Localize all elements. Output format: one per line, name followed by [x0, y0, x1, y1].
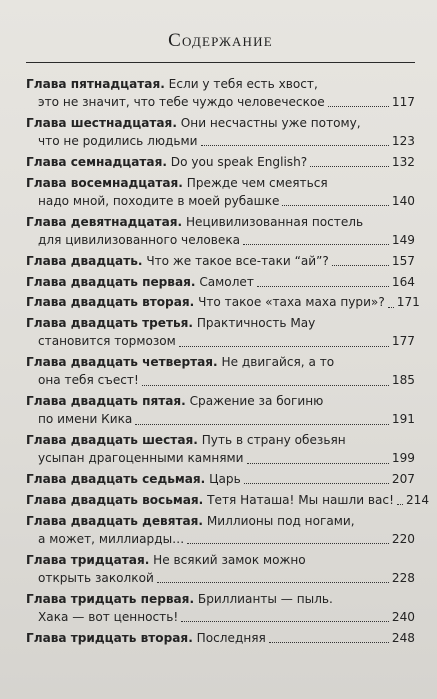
toc-entry	[26, 174, 415, 210]
dot-leader	[181, 621, 389, 622]
chapter-title: Do you speak English?	[166, 155, 308, 169]
chapter-label: Глава двадцать седьмая.	[26, 472, 206, 487]
chapter-title-continued: надо мной, походите в моей рубашке	[38, 194, 280, 208]
toc-entry-title-line	[26, 392, 415, 410]
dot-leader	[310, 166, 389, 167]
page-number: 123	[391, 134, 415, 149]
page-number: 132	[391, 155, 415, 169]
chapter-title: Путь в страну обезьян	[197, 433, 346, 448]
dot-leader	[157, 582, 389, 583]
toc-entry	[26, 590, 415, 626]
toc-entry-continuation	[26, 608, 415, 626]
dot-leader	[328, 106, 389, 107]
toc-entry-title-line	[26, 314, 415, 332]
dot-leader	[257, 286, 389, 287]
chapter-label: Глава тридцать первая.	[26, 591, 195, 606]
chapter-title: Они несчастны уже потому,	[176, 116, 361, 130]
chapter-title: Бриллианты — пыль.	[194, 591, 333, 606]
chapter-title-continued: для цивилизованного человека	[38, 233, 241, 247]
toc-entry	[26, 431, 415, 467]
page-number: 117	[391, 95, 415, 110]
dot-leader	[282, 205, 388, 206]
page-number: 171	[396, 295, 420, 310]
toc-entry-title-line	[26, 174, 415, 192]
page-number: 164	[391, 274, 415, 289]
toc-entry-continuation	[26, 410, 415, 428]
toc-entry-title-line	[26, 353, 415, 371]
chapter-title-continued: а может, миллиарды…	[38, 531, 185, 546]
toc-entry	[26, 392, 415, 428]
page-number: 157	[391, 253, 415, 268]
chapter-title: Не всякий замок можно	[149, 552, 306, 567]
toc-entry-title-line	[26, 252, 329, 270]
title-rule	[26, 62, 415, 63]
page-number: 207	[391, 472, 415, 487]
toc-entry	[26, 252, 415, 270]
chapter-title-continued: усыпан драгоценными камнями	[38, 451, 244, 466]
dot-leader	[269, 642, 389, 643]
toc-entry	[26, 293, 420, 311]
chapter-title: Что же такое все-таки “ай”?	[142, 253, 329, 268]
toc-entry-title-line	[26, 590, 415, 608]
dot-leader	[187, 543, 389, 544]
page-number: 140	[391, 194, 415, 208]
chapter-label: Глава двадцать третья.	[26, 316, 193, 331]
chapter-title-continued: она тебя съест!	[38, 373, 139, 388]
chapter-label: Глава тридцатая.	[26, 552, 150, 567]
toc-entry	[26, 512, 415, 548]
toc-entry-continuation	[26, 93, 415, 111]
dot-leader	[247, 463, 389, 464]
chapter-title: Самолет	[195, 274, 254, 289]
toc-entry-continuation	[26, 231, 415, 249]
toc-entry-title-line	[26, 629, 266, 647]
chapter-title: Миллионы под ногами,	[203, 513, 355, 528]
dot-leader	[388, 307, 394, 308]
chapter-title: Если у тебя есть хвост,	[164, 77, 318, 91]
chapter-label: Глава двадцать четвертая.	[26, 355, 218, 370]
toc-entry-continuation	[26, 192, 415, 210]
toc-entry-continuation	[26, 332, 415, 350]
chapter-label: Глава семнадцатая.	[26, 155, 167, 169]
chapter-title-continued: становится тормозом	[38, 334, 176, 349]
chapter-label: Глава восемнадцатая.	[26, 175, 183, 190]
chapter-title: Практичность Мау	[192, 316, 316, 331]
toc-entry-title-line	[26, 153, 307, 171]
page-number: 220	[391, 531, 415, 546]
chapter-label: Глава двадцать девятая.	[26, 513, 204, 528]
chapter-label: Глава двадцать шестая.	[26, 433, 198, 448]
page-title: Содержание	[168, 30, 273, 51]
toc-entry-title-line	[26, 491, 394, 509]
chapter-title: Что такое «таха маха пури»?	[194, 295, 385, 310]
page-number: 185	[391, 373, 415, 388]
dot-leader	[179, 346, 389, 347]
toc-entry-title-line	[26, 213, 415, 231]
chapter-label: Глава шестнадцатая.	[26, 116, 177, 130]
chapter-title-continued: Хака — вот ценность!	[38, 609, 179, 624]
chapter-label: Глава двадцать.	[26, 253, 143, 268]
chapter-title: Тетя Наташа! Мы нашли вас!	[203, 492, 394, 507]
dot-leader	[332, 265, 389, 266]
dot-leader	[244, 483, 389, 484]
toc-entry	[26, 491, 430, 509]
dot-leader	[201, 145, 389, 146]
page-number: 177	[391, 334, 415, 349]
chapter-title: Нецивилизованная постель	[182, 214, 364, 229]
toc-entry-title-line	[26, 512, 415, 530]
chapter-label: Глава двадцать вторая.	[26, 295, 195, 310]
toc-entry	[26, 273, 415, 291]
chapter-title: Не двигайся, а то	[217, 355, 335, 370]
toc-entry	[26, 470, 415, 488]
toc-entry	[26, 551, 415, 587]
dot-leader	[243, 244, 389, 245]
toc-entry-continuation	[26, 449, 415, 467]
chapter-label: Глава двадцать восьмая.	[26, 492, 204, 507]
toc-entry	[26, 629, 415, 647]
chapter-label: Глава пятнадцатая.	[26, 77, 165, 91]
page-number: 149	[391, 233, 415, 247]
toc-entry	[26, 353, 415, 389]
dot-leader	[142, 385, 389, 386]
chapter-label: Глава тридцать вторая.	[26, 630, 193, 645]
chapter-title: Прежде чем смеяться	[182, 175, 328, 190]
chapter-title: Царь	[205, 472, 241, 487]
page-number: 191	[391, 412, 415, 427]
toc-entry	[26, 213, 415, 249]
page-number: 248	[391, 630, 415, 645]
toc-entry	[26, 314, 415, 350]
chapter-label: Глава двадцать пятая.	[26, 394, 186, 409]
toc-entry	[26, 75, 415, 111]
page-number: 214	[405, 492, 430, 507]
toc-entry	[26, 153, 415, 171]
table-of-contents	[26, 75, 430, 650]
chapter-title-continued: открыть заколкой	[38, 570, 154, 585]
toc-entry-title-line	[26, 293, 385, 311]
toc-entry-title-line	[26, 551, 415, 569]
dot-leader	[135, 424, 389, 425]
toc-entry-continuation	[26, 569, 415, 587]
toc-entry-continuation	[26, 530, 415, 548]
toc-entry-title-line	[26, 75, 415, 93]
chapter-title-continued: это не значит, что тебе чуждо человеческое	[38, 95, 325, 110]
chapter-label: Глава девятнадцатая.	[26, 214, 183, 229]
page-number: 240	[391, 609, 415, 624]
toc-entry	[26, 114, 415, 150]
title-wrap	[26, 30, 415, 52]
chapter-title: Сражение за богиню	[185, 394, 324, 409]
toc-entry-title-line	[26, 114, 415, 132]
toc-entry-title-line	[26, 470, 241, 488]
toc-entry-title-line	[26, 431, 415, 449]
chapter-title-continued: по имени Кика	[38, 412, 133, 427]
toc-entry-continuation	[26, 132, 415, 150]
dot-leader	[397, 504, 403, 505]
page-number: 228	[391, 570, 415, 585]
toc-entry-title-line	[26, 273, 254, 291]
chapter-title: Последняя	[192, 630, 266, 645]
toc-entry-continuation	[26, 371, 415, 389]
chapter-label: Глава двадцать первая.	[26, 274, 196, 289]
chapter-title-continued: что не родились людьми	[38, 134, 198, 149]
page-number: 199	[391, 451, 415, 466]
